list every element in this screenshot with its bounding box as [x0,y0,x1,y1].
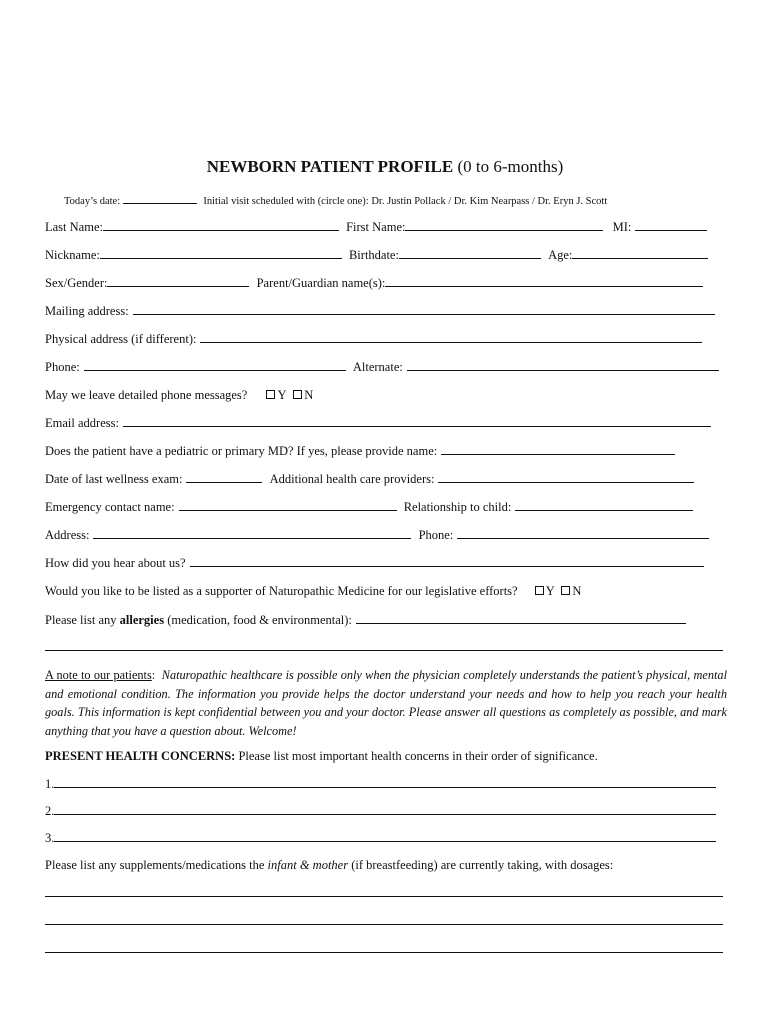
allergies-field-line2[interactable] [45,650,723,651]
phone-label: Phone: [45,360,80,374]
pediatric-md-label: Does the patient have a pediatric or primary MD? If yes, please provide name: [45,444,438,458]
concern-number-3: 3. [45,831,55,845]
supplements-field-line1[interactable] [45,896,723,897]
mi-field[interactable] [635,219,707,231]
concerns-instructions: Please list most important health concerns in their order of significance. [235,749,598,763]
row-nickname [45,247,725,263]
note-colon: : [151,668,156,682]
row-pediatric [45,443,725,459]
providers-label: Additional health care providers: [269,472,435,486]
first-name-label: First Name: [346,220,406,234]
concern-field-3[interactable] [54,830,716,842]
wellness-exam-field[interactable] [186,471,262,483]
note-body: Naturopathic healthcare is possible only when the physician completely understands the patient’s physical, mental and emotional condition. The information you provide helps the doctor understand your needs and how to help you reach your health goals. This information is kept confidential between you and your doctor. Please answer all questions as completely as possible, and mark anything that you have a question about. Welcome! [45,668,727,738]
concern-number-2: 2. [45,804,55,818]
nickname-field[interactable] [100,247,342,259]
row-messages [45,387,725,403]
relationship-label: Relationship to child: [403,500,512,514]
row-emergency [45,499,725,515]
supplements-field-line2[interactable] [45,924,723,925]
allergies-label-bold: allergies [119,613,165,627]
row-name [45,219,725,235]
emergency-contact-field[interactable] [179,499,397,511]
birthdate-field[interactable] [399,247,541,259]
row-email [45,415,725,431]
row-hear [45,555,725,571]
sex-gender-label: Sex/Gender: [45,276,108,290]
phone-field[interactable] [84,359,346,371]
parent-guardian-label: Parent/Guardian name(s): [256,276,386,290]
emergency-contact-label: Emergency contact name: [45,500,175,514]
relationship-field[interactable] [515,499,693,511]
wellness-exam-label: Date of last wellness exam: [45,472,183,486]
allergies-label-post: (medication, food & environmental): [164,613,352,627]
hear-about-label: How did you hear about us? [45,556,186,570]
supplements-label-italic: infant & mother [267,858,349,872]
hear-about-field[interactable] [190,555,704,567]
concern-row-1 [45,776,725,792]
email-field[interactable] [123,415,711,427]
patient-note [45,666,727,740]
row-sex-parent [45,275,725,291]
allergies-label-pre: Please list any [45,613,120,627]
allergies-field[interactable] [356,612,686,624]
first-name-field[interactable] [405,219,603,231]
alternate-label: Alternate: [352,360,403,374]
phone-messages-label: May we leave detailed phone messages? [45,388,248,402]
concern-row-2 [45,803,725,819]
mailing-address-field[interactable] [133,303,715,315]
messages-yes-checkbox[interactable] [266,390,275,399]
alternate-field[interactable] [407,359,719,371]
messages-no-label: N [304,388,314,402]
pediatric-md-field[interactable] [441,443,675,455]
todays-date-label: Today’s date: [64,196,121,207]
todays-date-field[interactable] [123,192,197,204]
mi-label: MI: [612,220,632,234]
address-label: Address: [45,528,90,542]
row-physical [45,331,725,347]
last-name-field[interactable] [103,219,339,231]
concern-field-1[interactable] [54,776,716,788]
supplements-label-post: (if breastfeeding) are currently taking, with dosages: [348,858,614,872]
age-field[interactable] [572,247,708,259]
row-wellness [45,471,725,487]
concern-field-2[interactable] [54,803,716,815]
physical-address-label: Physical address (if different): [45,332,197,346]
supporter-yes-checkbox[interactable] [535,586,544,595]
supporter-yes-label: Y [545,584,555,598]
concerns-heading: PRESENT HEALTH CONCERNS: [45,749,236,763]
row-mailing [45,303,725,319]
messages-no-checkbox[interactable] [293,390,302,399]
providers-field[interactable] [438,471,694,483]
row-supplements [45,857,725,873]
messages-yes-label: Y [277,388,287,402]
last-name-label: Last Name: [45,220,103,234]
phone2-field[interactable] [457,527,709,539]
visit-doctor-label: Initial visit scheduled with (circle one): Dr. Justin Pollack / Dr. Kim Nearpass / Dr. Eryn J. Scott [203,196,608,207]
row-allergies [45,612,725,628]
supporter-label: Would you like to be listed as a supporter of Naturopathic Medicine for our legislative efforts? [45,584,518,598]
concern-row-3 [45,830,725,846]
row-phone [45,359,725,375]
sex-gender-field[interactable] [107,275,249,287]
age-label: Age: [548,248,573,262]
mailing-address-label: Mailing address: [45,304,129,318]
row-concerns-heading [45,748,725,764]
row-address [45,527,725,543]
nickname-label: Nickname: [45,248,100,262]
email-label: Email address: [45,416,119,430]
birthdate-label: Birthdate: [348,248,399,262]
row-supporter [45,583,725,599]
supplements-label-pre: Please list any supplements/medications the [45,858,268,872]
title-subtitle: (0 to 6-months) [453,157,564,176]
parent-guardian-field[interactable] [385,275,703,287]
concern-number-1: 1. [45,777,55,791]
physical-address-field[interactable] [200,331,702,343]
note-header: A note to our patients [45,668,152,682]
supplements-field-line3[interactable] [45,952,723,953]
title-bold: NEWBORN PATIENT PROFILE [206,157,454,176]
header-line [64,192,724,210]
address-field[interactable] [93,527,411,539]
supporter-no-label: N [572,584,582,598]
phone2-label: Phone: [418,528,454,542]
supporter-no-checkbox[interactable] [561,586,570,595]
page-title [0,157,770,177]
